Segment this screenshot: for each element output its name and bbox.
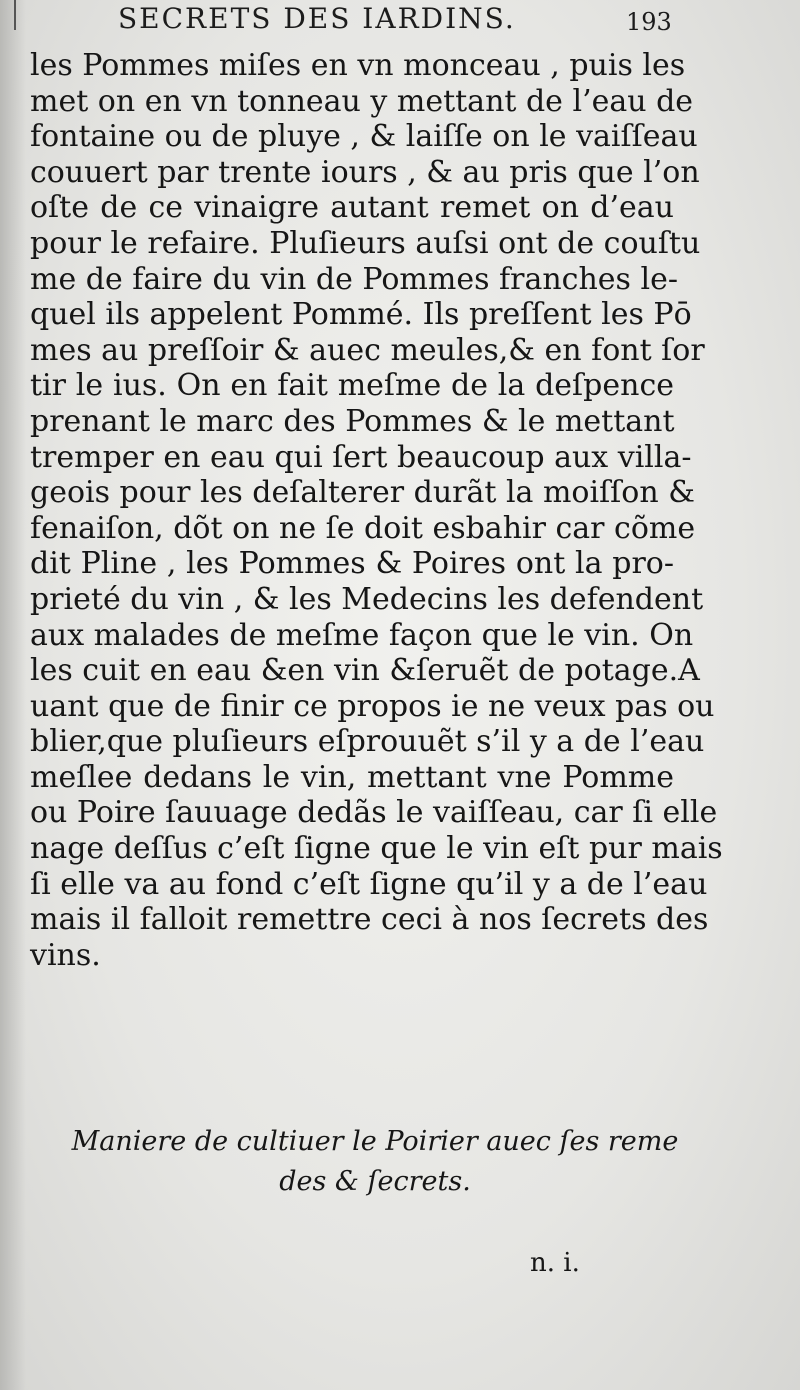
text-line: pour le refaire. Pluſieurs auſsi ont de couſtu — [30, 225, 701, 261]
text-line: aux malades de meſme façon que le vin. On — [30, 617, 694, 653]
text-line: tir le ius. On en fait meſme de la deſpence — [30, 368, 674, 404]
heading-line: des & ſecrets. — [279, 1166, 471, 1197]
text-line: me de faire du vin de Pommes franches le- — [30, 261, 678, 297]
running-title: SECRETS DES IARDINS. — [118, 2, 516, 35]
text-line: quel ils appelent Pommé. Ils preſſent les Pō — [30, 297, 692, 333]
text-line: mais il falloit remettre ceci à nos ſecrets des — [30, 902, 709, 938]
text-line: prieté du vin , & les Medecins les defendent — [30, 581, 704, 617]
gutter-mark — [14, 0, 16, 30]
text-line: meſlee dedans le vin, mettant vne Pomme — [30, 759, 674, 795]
signature-mark: n. i. — [530, 1248, 580, 1278]
text-line: ou Poire ſauuage dedãs le vaiſſeau, car ſi elle — [30, 795, 718, 831]
text-line: met on en vn tonneau y mettant de l’eau de — [30, 83, 694, 119]
text-line: mes au preſſoir & auec meules,& en font ſor — [30, 332, 705, 368]
text-line: blier,que pluſieurs eſprouuẽt s’il y a de l’eau — [30, 724, 705, 760]
text-line: uant que de finir ce propos ie ne veux pas ou — [30, 688, 715, 724]
page-number: 193 — [626, 8, 672, 36]
text-line: ſi elle va au fond c’eſt ſigne qu’il y a de l’eau — [30, 866, 708, 902]
text-line: vins. — [30, 937, 101, 973]
text-line: les Pommes miſes en vn monceau , puis les — [30, 48, 686, 83]
text-line: oſte de ce vinaigre autant remet on d’eau — [30, 190, 674, 226]
text-line: les cuit en eau &en vin &ſeruẽt de potage.A — [30, 653, 700, 689]
heading-line: Maniere de cultiuer le Poirier auec ſes reme — [71, 1126, 679, 1157]
text-line: couuert par trente iours , & au pris que l’on — [30, 154, 700, 190]
text-line: fenaiſon, dõt on ne ſe doit esbahir car cõme — [30, 510, 696, 546]
text-line: geois pour les deſalterer durãt la moiſſon & — [30, 475, 695, 511]
body-text — [30, 48, 723, 973]
text-line: fontaine ou de pluye , & laiſſe on le vaiſſeau — [30, 119, 698, 155]
text-line: prenant le marc des Pommes & le mettant — [30, 403, 675, 439]
page-gutter-shadow — [0, 0, 26, 1390]
text-line: nage deſſus c’eſt ſigne que le vin eſt pur mais — [30, 831, 723, 867]
text-line: tremper en eau qui ſert beaucoup aux villa- — [30, 439, 692, 475]
section-heading — [70, 1122, 680, 1202]
text-line: dit Pline , les Pommes & Poires ont la pro- — [30, 546, 674, 582]
